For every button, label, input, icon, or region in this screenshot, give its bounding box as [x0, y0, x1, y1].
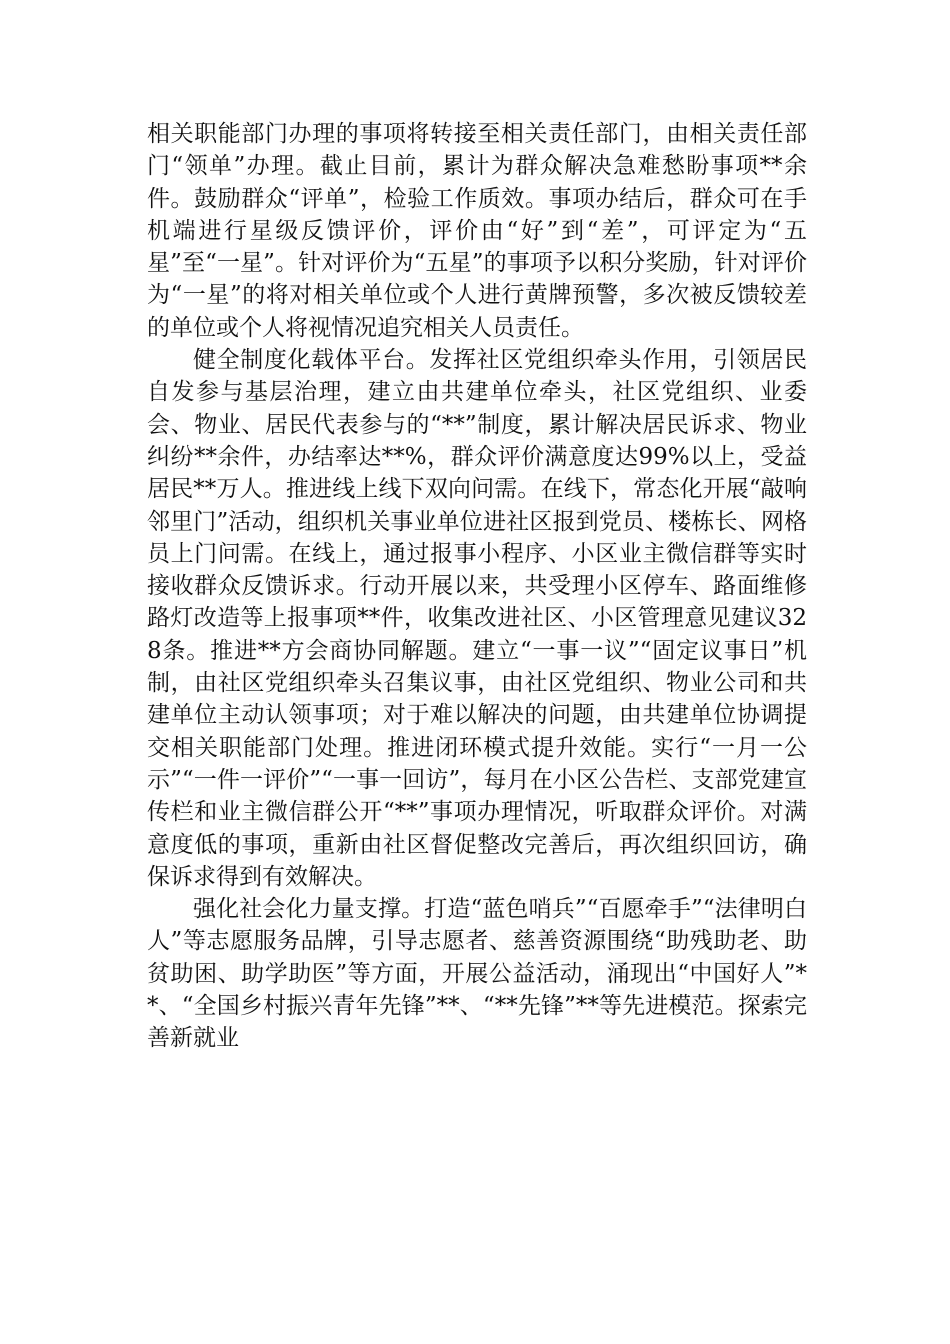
paragraph-social-support: 强化社会化力量支撑。打造“蓝色哨兵”“百愿牵手”“法律明白人”等志愿服务品牌，引导志愿者、慈善资源围绕“助残助老、助贫助困、助学助医”等方面，开展公益活动，涌现出“中国好人”**、“全国乡村振兴青年先锋”**、“**先锋”**等先进模范。探索完善新就业: [147, 896, 807, 1052]
document-body: [147, 118, 807, 1055]
paragraph-institutional-platform: 健全制度化载体平台。发挥社区党组织牵头作用，引领居民自发参与基层治理，建立由共建单位牵头，社区党组织、业委会、物业、居民代表参与的“**”制度，累计解决居民诉求、物业纠纷**余件，办结率达**%，群众评价满意度达99%以上，受益居民**万人。推进线上线下双向问需。在线下，常态化开展“敲响邻里门”活动，组织机关事业单位进社区报到党员、楼栋长、网格员上门问需。在线上，通过报事小程序、小区业主微信群等实时接收群众反馈诉求。行动开展以来，共受理小区停车、路面维修路灯改造等上报事项**件，收集改进社区、小区管理意见建议328条。推进**方会商协同解题。建立“一事一议”“固定议事日”机制，由社区党组织牵头召集议事，由社区党组织、物业公司和共建单位主动认领事项；对于难以解决的问题，由共建单位协调提交相关职能部门处理。推进闭环模式提升效能。实行“一月一公示”“一件一评价”“一事一回访”，每月在小区公告栏、支部党建宣传栏和业主微信群公开“**”事项办理情况，听取群众评价。对满意度低的事项，重新由社区督促整改完善后，再次组织回访，确保诉求得到有效解决。: [147, 347, 807, 890]
paragraph-continuation: 相关职能部门办理的事项将转接至相关责任部门，由相关责任部门“领单”办理。截止目前，累计为群众解决急难愁盼事项**余件。鼓励群众“评单”，检验工作质效。事项办结后，群众可在手机端进行星级反馈评价，评价由“好”到“差”，可评定为“五星”至“一星”。针对评价为“五星”的事项予以积分奖励，针对评价为“一星”的将对相关单位或个人进行黄牌预警，多次被反馈较差的单位或个人将视情况追究相关人员责任。: [147, 121, 807, 341]
